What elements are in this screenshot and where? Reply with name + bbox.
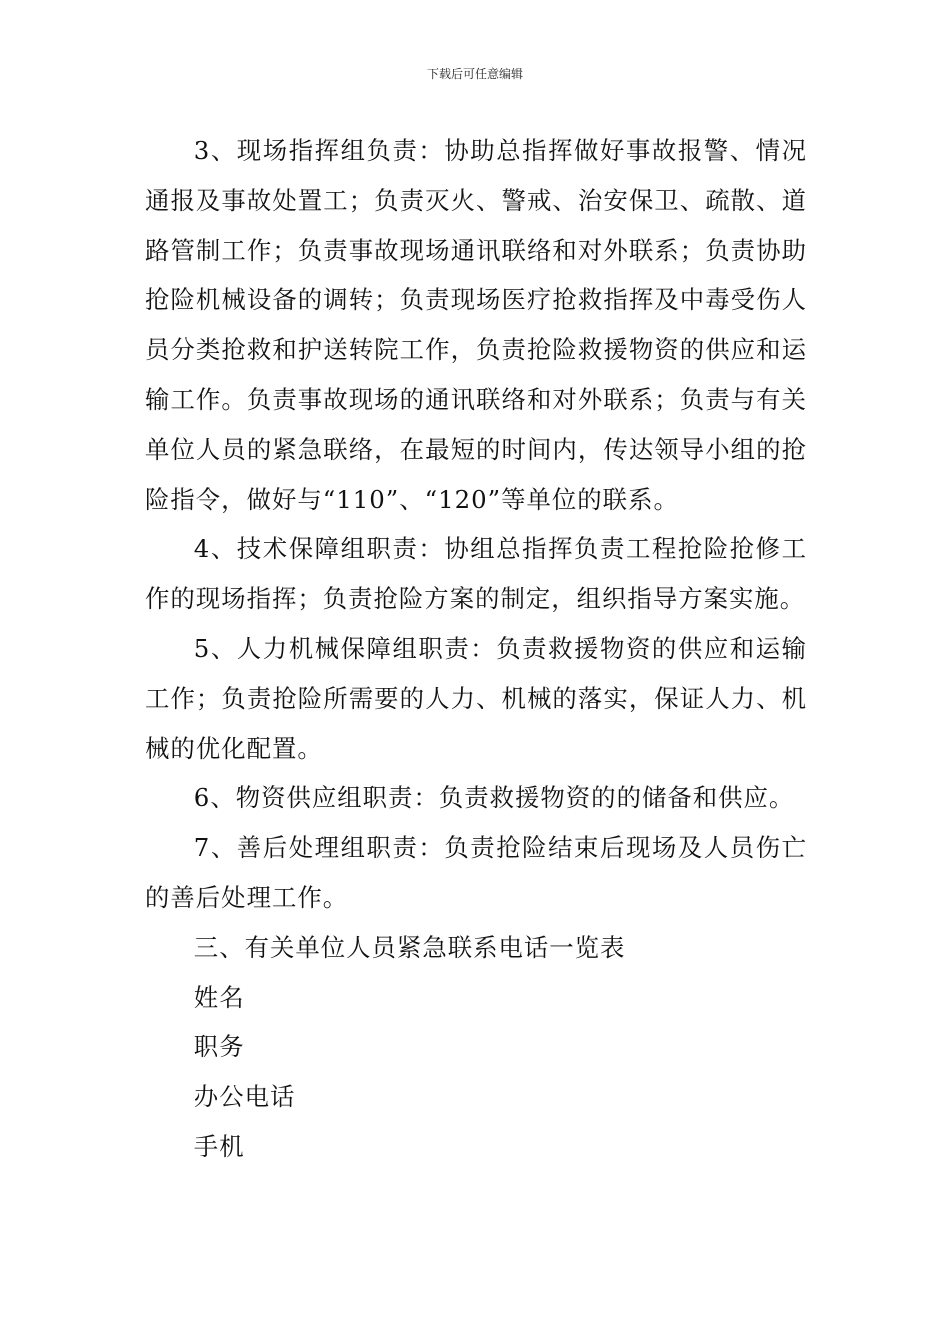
section-heading: 三、有关单位人员紧急联系电话一览表 <box>193 932 626 962</box>
paragraph-manpower-machinery-group: 5、人力机械保障组职责：负责救援物资的供应和运输工作；负责抢险所需要的人力、机械的落实，保证人力、机械的优化配置。 <box>145 633 807 763</box>
paragraph-supplies-group: 6、物资供应组职责：负责救援物资的的储备和供应。 <box>193 783 795 813</box>
page-header: 下载后可任意编辑 <box>426 67 523 81</box>
table-header-name: 姓名 <box>193 982 245 1012</box>
paragraph-field-command-group: 3、现场指挥组负责：协助总指挥做好事故报警、情况通报及事故处置工；负责灭火、警戒、治安保卫、疏散、道路管制工作；负责事故现场通讯联络和对外联系；负责协助抢险机械设备的调转；负责现场医疗抢救指挥及中毒受伤人员分类抢救和护送转院工作，负责抢险救援物资的供应和运输工作。负责事故现场的通讯联络和对外联系；负责与有关单位人员的紧急联络，在最短的时间内，传达领导小组的抢险指令，做好与“110”、“120”等单位的联系。 <box>145 136 807 514</box>
table-header-office-phone: 办公电话 <box>193 1082 296 1112</box>
table-header-mobile: 手机 <box>193 1131 245 1161</box>
table-header-position: 职务 <box>193 1032 245 1062</box>
paragraph-tech-support-group: 4、技术保障组职责：协组总指挥负责工程抢险抢修工作的现场指挥；负责抢险方案的制定，组织指导方案实施。 <box>145 534 807 614</box>
paragraph-aftermath-group: 7、善后处理组职责：负责抢险结束后现场及人员伤亡的善后处理工作。 <box>145 833 807 912</box>
document-body <box>145 126 807 1172</box>
